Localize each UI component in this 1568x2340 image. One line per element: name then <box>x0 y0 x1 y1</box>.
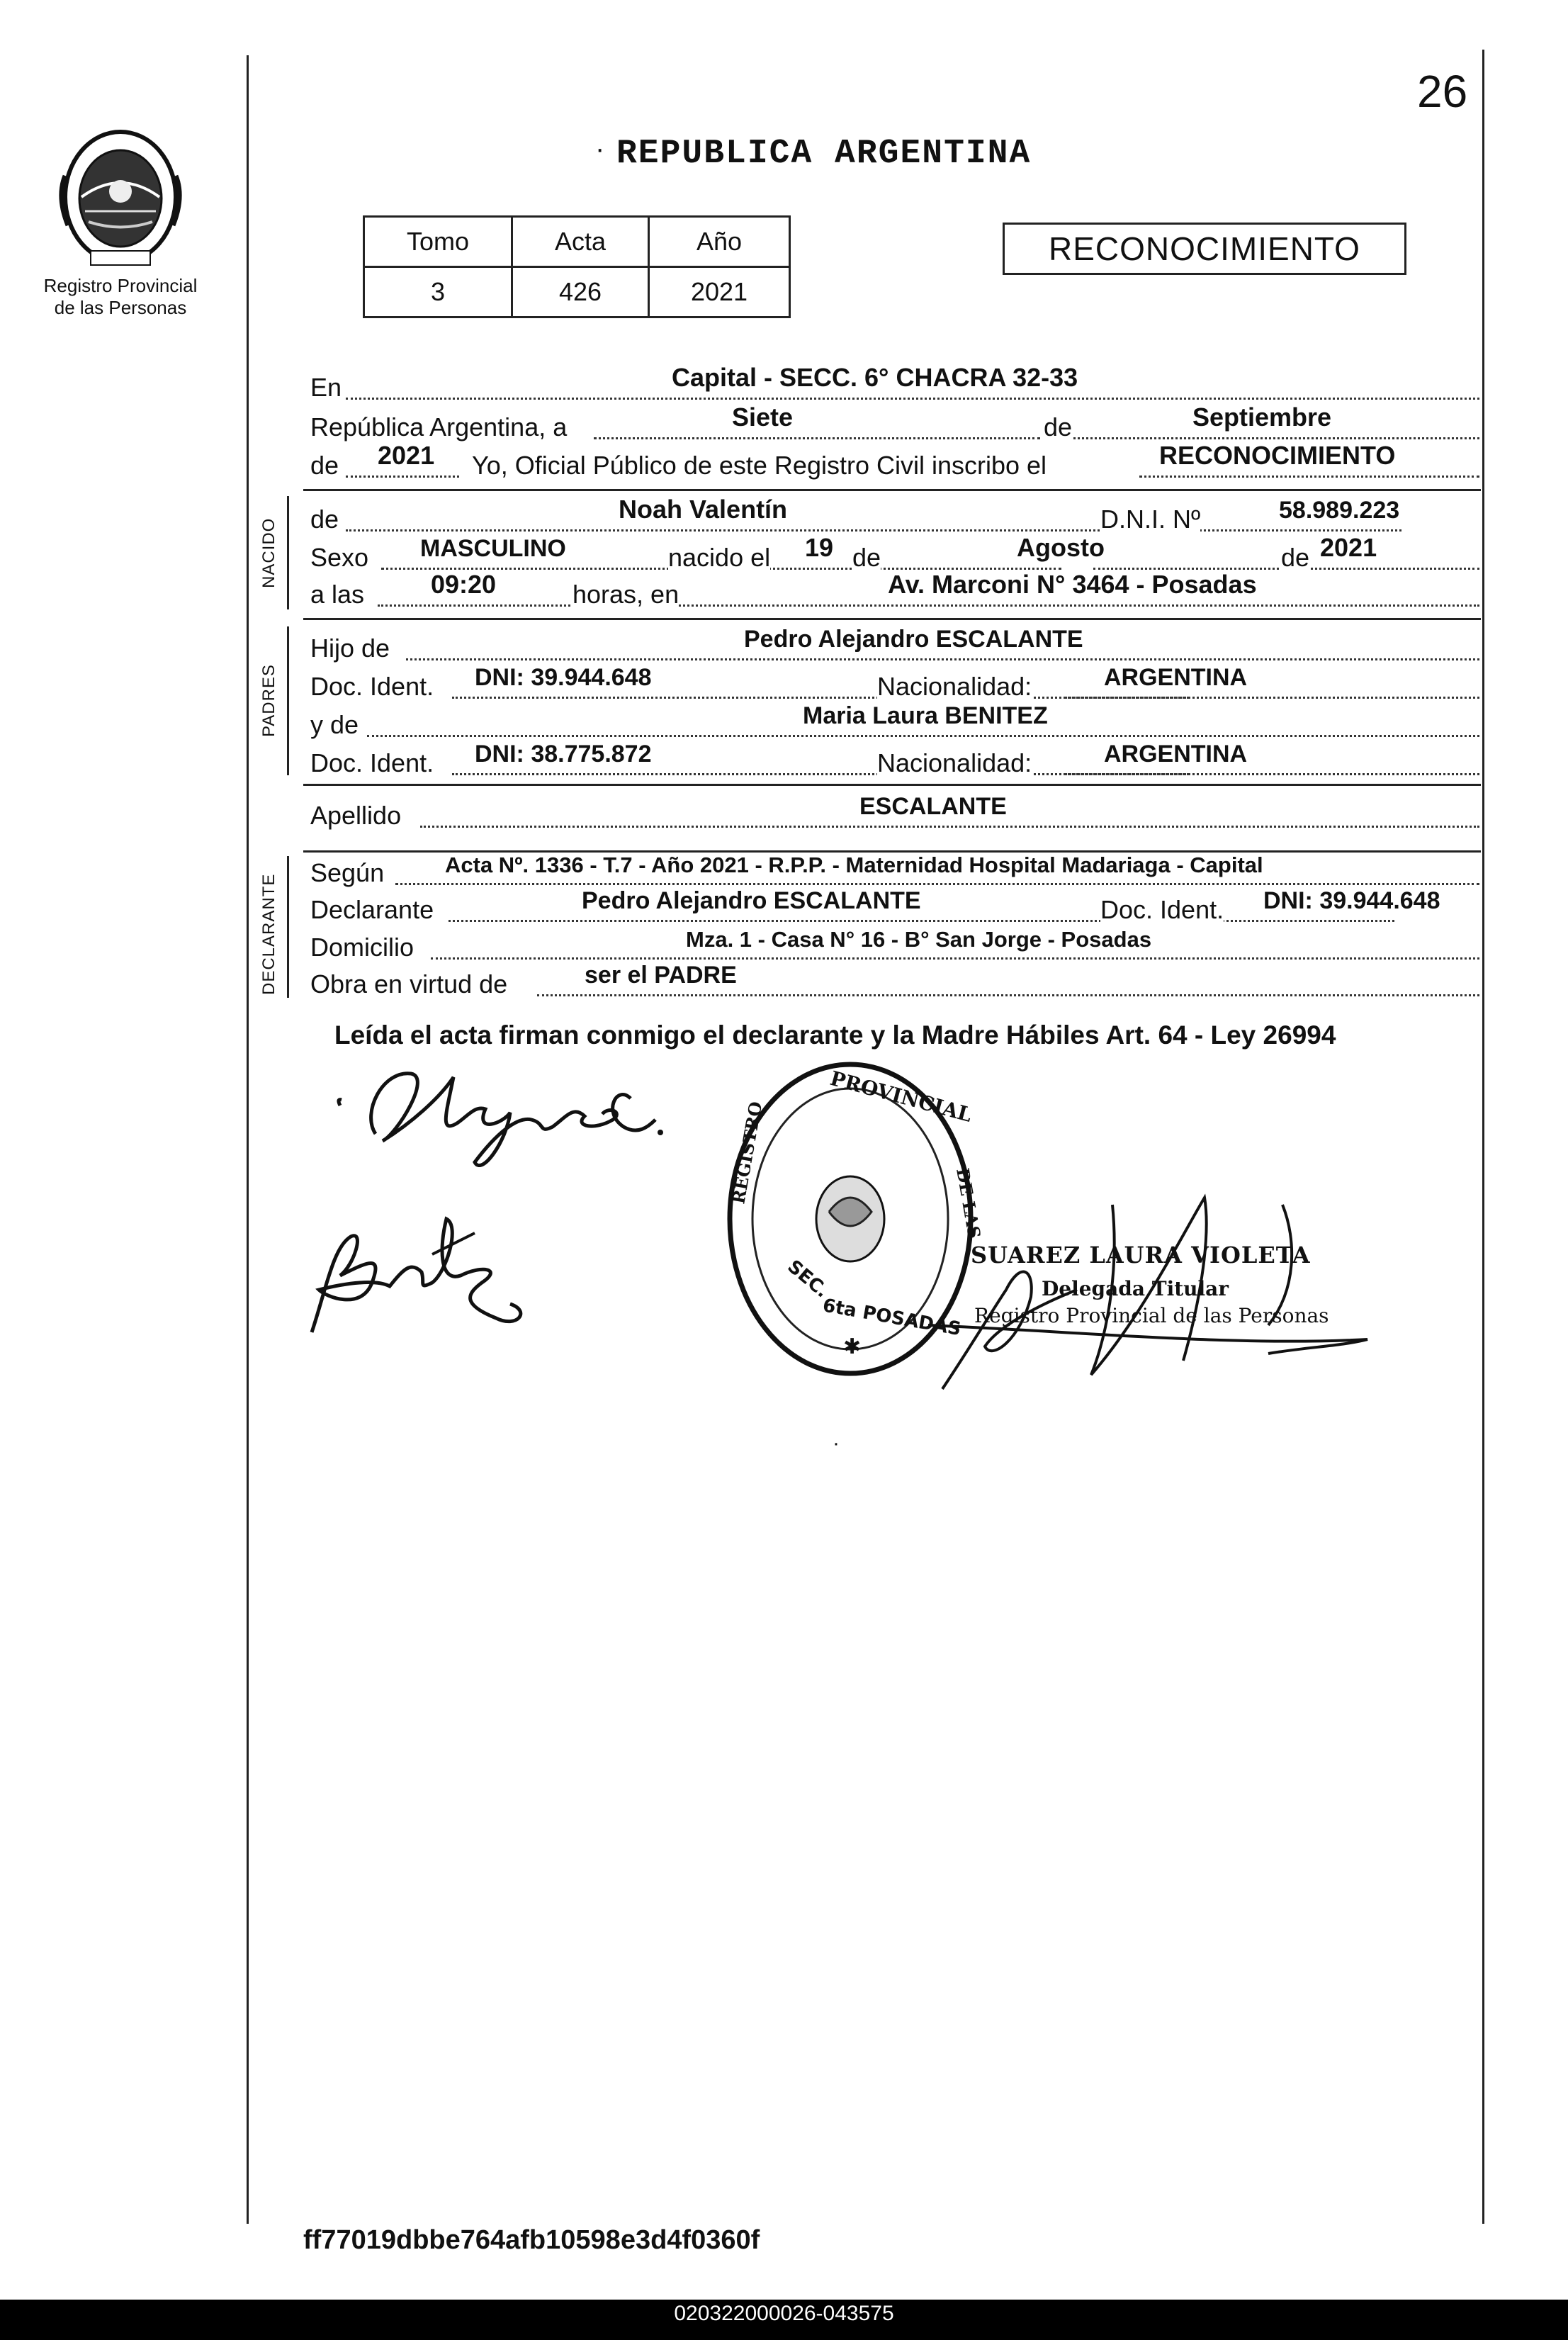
label-declarante: Declarante <box>310 895 434 924</box>
value-birth-place: Av. Marconi N° 3464 - Posadas <box>888 570 1257 599</box>
label-nacido-el: nacido el <box>668 543 771 572</box>
value-en: Capital - SECC. 6° CHACRA 32-33 <box>672 363 1078 392</box>
mark-dot: · <box>595 133 605 164</box>
value-sexo: MASCULINO <box>420 535 566 562</box>
row-obra <box>310 962 1479 1001</box>
label-doc-ident-father: Doc. Ident. <box>310 672 434 701</box>
value-declarante-doc: DNI: 39.944.648 <box>1263 887 1440 914</box>
svg-text:PROVINCIAL: PROVINCIAL <box>828 1066 975 1127</box>
value-declarante-name: Pedro Alejandro ESCALANTE <box>582 887 921 914</box>
side-label-padres: PADRES <box>259 664 278 737</box>
label-hijo-de: Hijo de <box>310 634 390 663</box>
value-mother-nationality: ARGENTINA <box>1104 741 1248 767</box>
padres-bracket <box>287 626 289 775</box>
row-en <box>310 363 1479 404</box>
official-name: SUAREZ LAURA VIOLETA <box>971 1242 1311 1269</box>
label-sexo: Sexo <box>310 543 369 572</box>
label-de-3: de <box>1281 543 1310 572</box>
value-birth-year: 2021 <box>1320 533 1377 562</box>
section-divider-3 <box>303 784 1481 786</box>
official-role: Delegada Titular <box>1042 1277 1229 1300</box>
value-tomo: 3 <box>364 267 512 317</box>
value-obra: ser el PADRE <box>585 962 737 989</box>
label-a-las: a las <box>310 580 365 609</box>
row-apellido <box>310 793 1479 832</box>
value-day-words: Siete <box>732 403 794 432</box>
header-tomo: Tomo <box>364 217 512 267</box>
row-hora <box>310 570 1479 611</box>
madre-signature <box>298 1205 553 1339</box>
value-act-type: RECONOCIMIENTO <box>1159 441 1396 470</box>
footer-code: 020322000026-043575 <box>674 2302 894 2325</box>
row-hijo-de <box>310 626 1479 665</box>
label-nacionalidad-father: Nacionalidad: <box>877 672 1032 701</box>
document-type-box: RECONOCIMIENTO <box>1003 223 1406 275</box>
row-mother-doc <box>310 741 1479 780</box>
row-republica <box>310 403 1479 444</box>
svg-text:REGISTRO: REGISTRO <box>728 1100 767 1206</box>
row-declarante <box>310 887 1479 926</box>
label-doc-ident-mother: Doc. Ident. <box>310 748 434 777</box>
label-oficial: Yo, Oficial Público de este Registro Civil inscribo el <box>472 451 1047 480</box>
label-doc-ident-declarante: Doc. Ident. <box>1100 895 1224 924</box>
label-y-de: y de <box>310 710 359 739</box>
label-de-name: de <box>310 505 339 534</box>
registry-table <box>363 215 791 318</box>
value-segun: Acta Nº. 1336 - T.7 - Año 2021 - R.P.P. - Maternidad Hospital Madariaga - Capital <box>445 853 1263 877</box>
left-margin-line <box>247 55 249 2224</box>
value-father-doc: DNI: 39.944.648 <box>475 664 652 691</box>
value-year: 2021 <box>378 441 435 470</box>
row-sexo <box>310 533 1479 574</box>
label-horas-en: horas, en <box>573 580 679 609</box>
value-birth-month: Agosto <box>1017 533 1105 562</box>
svg-text:✱: ✱ <box>843 1335 862 1359</box>
row-segun <box>310 854 1479 889</box>
label-segun: Según <box>310 858 385 887</box>
value-acta: 426 <box>512 267 649 317</box>
official-signature <box>914 1134 1410 1417</box>
label-dni: D.N.I. Nº <box>1100 505 1201 534</box>
label-domicilio: Domicilio <box>310 933 414 962</box>
label-year-prefix: de <box>310 451 339 480</box>
declarante-bracket <box>287 856 289 998</box>
svg-text:6ta POSADAS: 6ta POSADAS <box>820 1295 963 1341</box>
section-divider-1 <box>303 489 1481 491</box>
label-de: de <box>1044 412 1073 441</box>
svg-text:SEC.: SEC. <box>783 1256 833 1303</box>
value-child-name: Noah Valentín <box>619 495 788 524</box>
side-label-nacido: NACIDO <box>259 517 278 588</box>
label-nacionalidad-mother: Nacionalidad: <box>877 748 1032 777</box>
logo-caption-line1: Registro Provincial <box>43 275 198 296</box>
row-child-name <box>310 495 1479 536</box>
label-obra: Obra en virtud de <box>310 969 508 999</box>
value-apellido: ESCALANTE <box>859 793 1007 820</box>
value-domicilio: Mza. 1 - Casa N° 16 - B° San Jorge - Posadas <box>686 927 1152 952</box>
registry-table-value-row <box>364 267 790 317</box>
row-father-doc <box>310 664 1479 703</box>
declarante-signature <box>333 1056 701 1183</box>
side-label-declarante: DECLARANTE <box>259 873 278 995</box>
value-month: Septiembre <box>1192 403 1332 432</box>
value-father-nationality: ARGENTINA <box>1104 664 1248 691</box>
header-acta: Acta <box>512 217 649 267</box>
registry-table-header-row <box>364 217 790 267</box>
value-anio: 2021 <box>649 267 790 317</box>
value-birth-day: 19 <box>805 533 834 562</box>
label-republica: República Argentina, a <box>310 412 568 441</box>
logo-caption-line2: de las Personas <box>54 297 187 318</box>
label-de-2: de <box>852 543 881 572</box>
provincia-de-misiones-seal-icon <box>50 119 191 268</box>
value-mother-doc: DNI: 38.775.872 <box>475 741 652 767</box>
value-birth-time: 09:20 <box>431 570 497 599</box>
closing-note: Leída el acta firman conmigo el declarante y la Madre Hábiles Art. 64 - Ley 26994 <box>334 1020 1336 1050</box>
document-title: REPUBLICA ARGENTINA <box>616 135 1032 173</box>
document-hash: ff77019dbbe764afb10598e3d4f0360f <box>303 2225 760 2255</box>
row-domicilio <box>310 928 1479 964</box>
header-anio: Año <box>649 217 790 267</box>
mark-dot: · <box>833 1431 840 1455</box>
value-father-name: Pedro Alejandro ESCALANTE <box>744 626 1083 653</box>
value-mother-name: Maria Laura BENITEZ <box>803 702 1048 729</box>
section-divider-2 <box>303 618 1481 620</box>
label-en: En <box>310 373 342 402</box>
nacido-bracket <box>287 496 289 609</box>
label-apellido: Apellido <box>310 801 402 830</box>
page-number: 26 <box>1417 66 1468 117</box>
value-child-dni: 58.989.223 <box>1279 497 1400 524</box>
svg-text:DE LAS: DE LAS <box>952 1166 985 1240</box>
row-year <box>310 441 1479 482</box>
right-margin-line <box>1482 50 1484 2224</box>
row-y-de <box>310 702 1479 741</box>
logo-caption <box>28 275 213 319</box>
official-office: Registro Provincial de las Personas <box>974 1304 1329 1327</box>
